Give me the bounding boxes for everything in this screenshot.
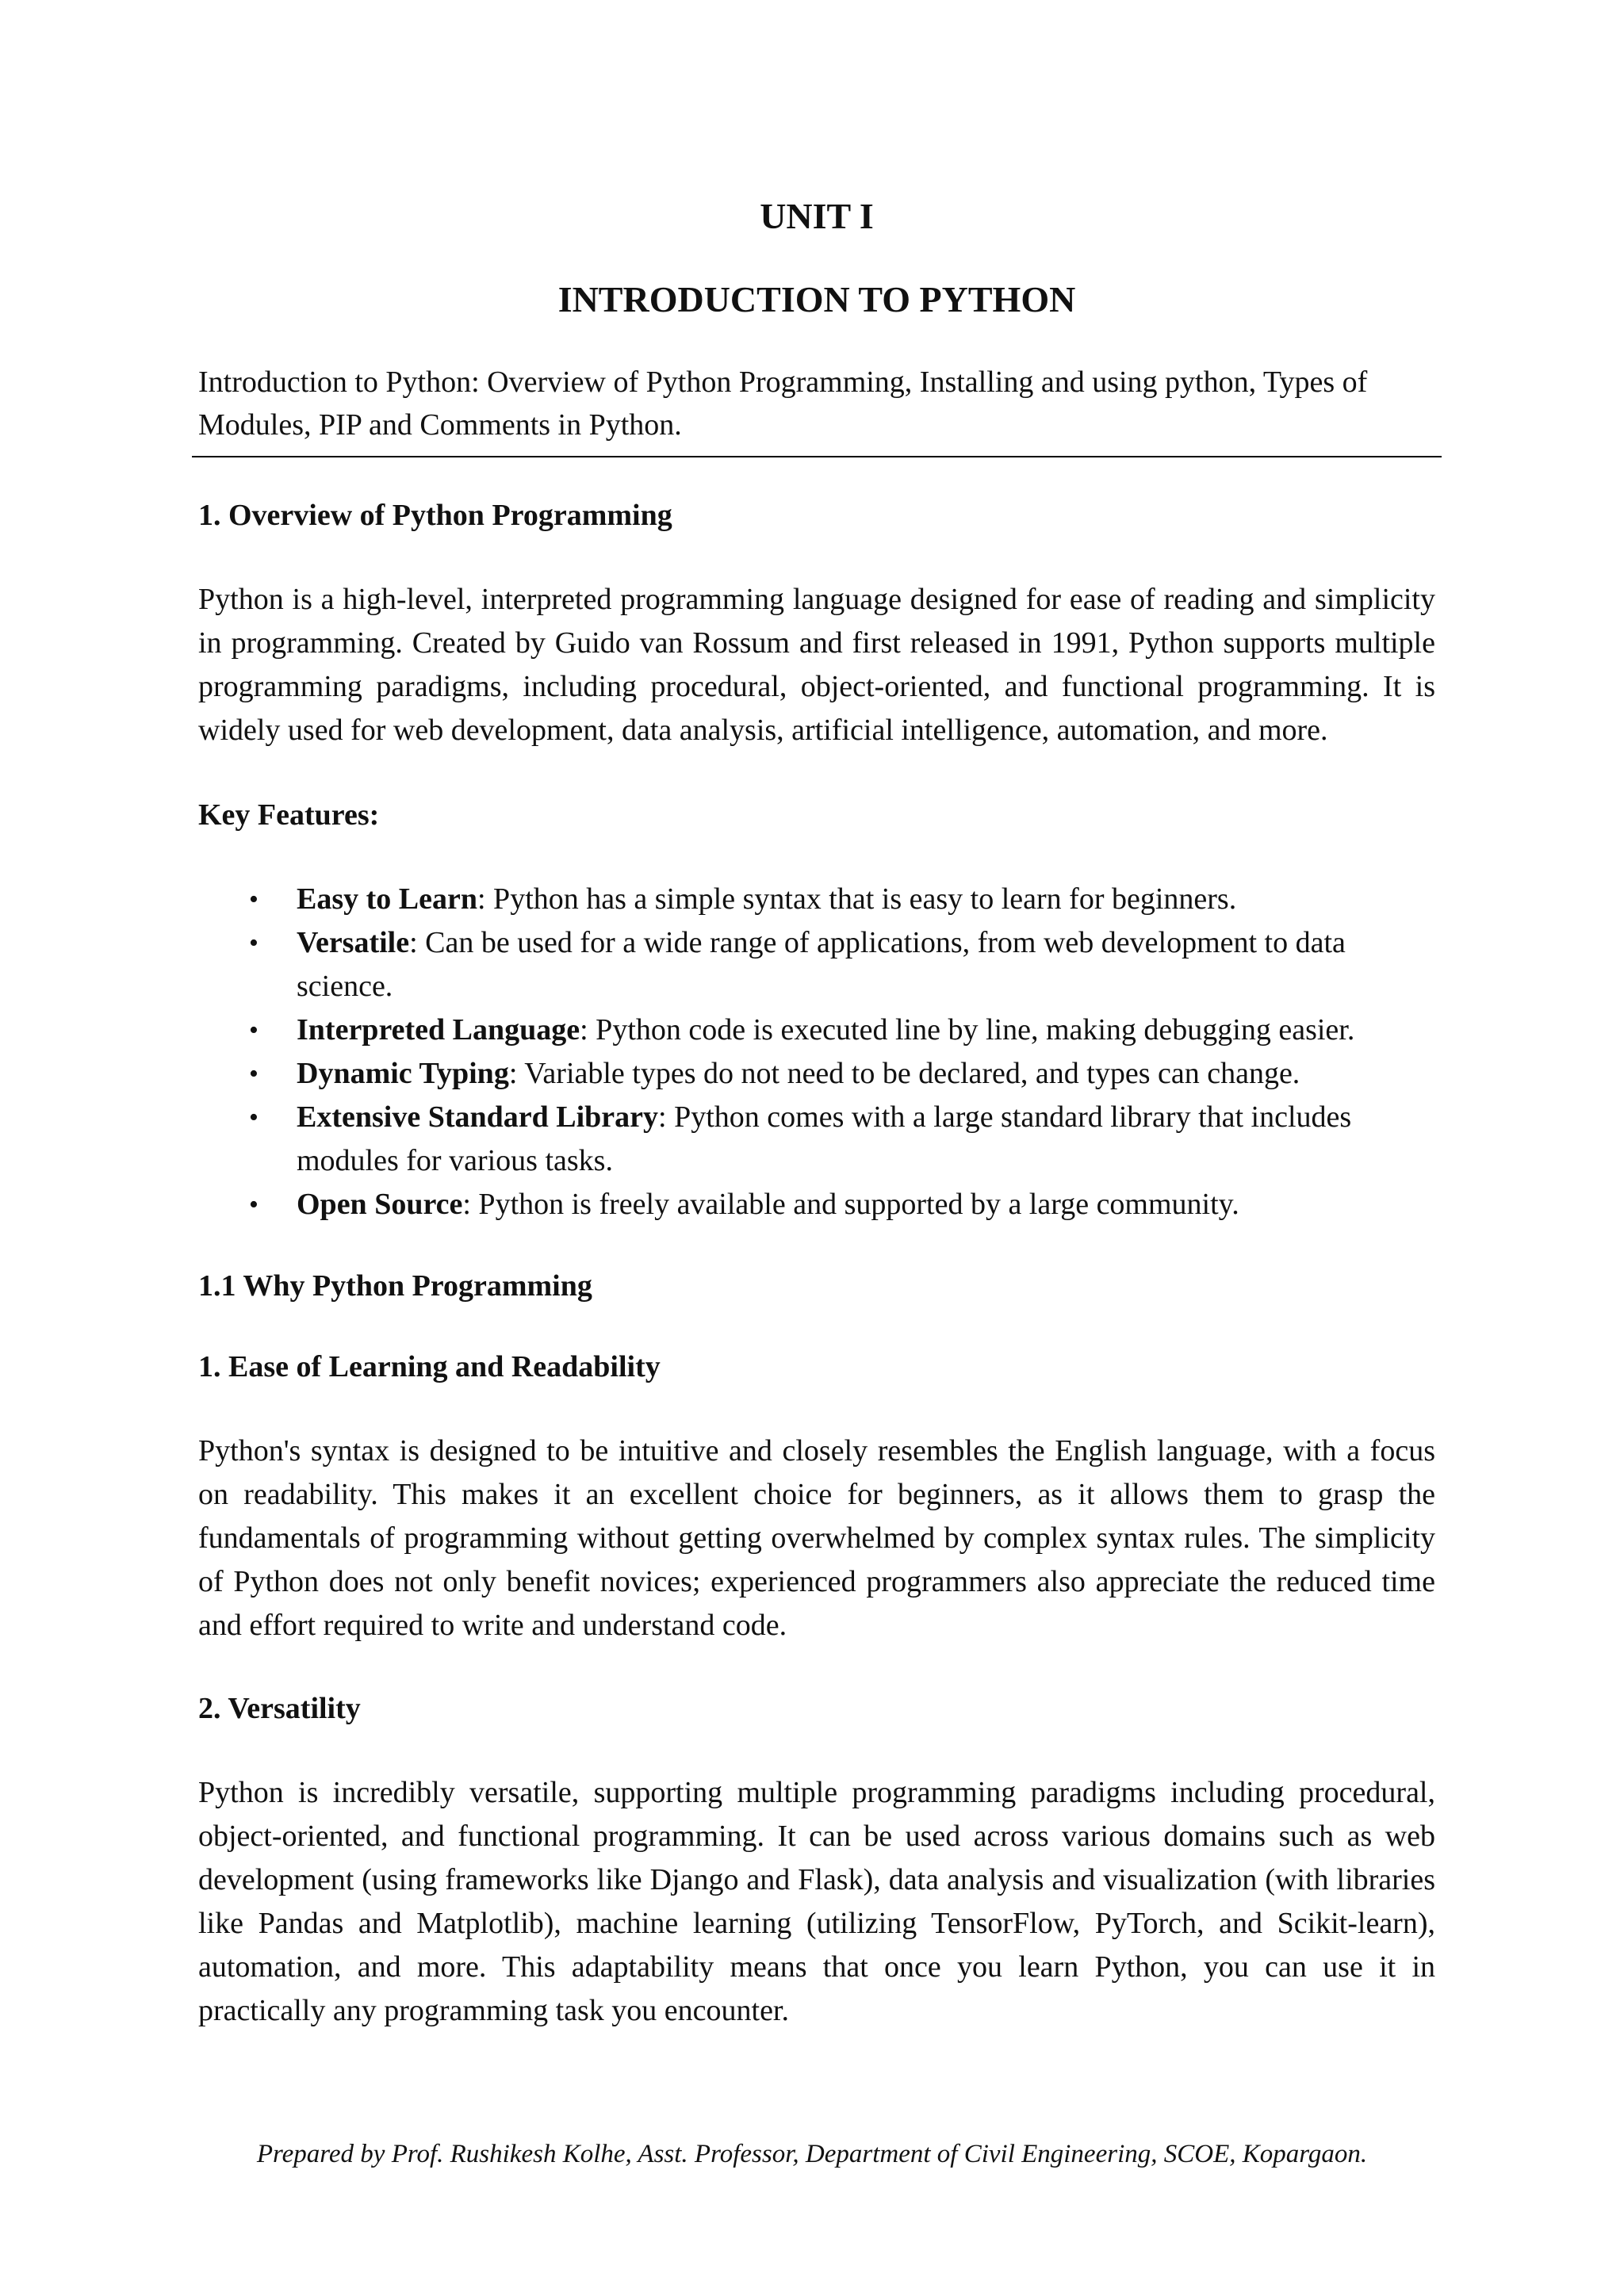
feature-text: : Can be used for a wide range of applications, from web development to data science. bbox=[297, 926, 1346, 1004]
bullet-icon: • bbox=[249, 928, 259, 959]
feature-text: : Python is freely available and supported by a large community. bbox=[462, 1188, 1239, 1222]
feature-name: Open Source bbox=[297, 1188, 463, 1222]
ease-paragraph: Python's syntax is designed to be intuitive and closely resembles the English language, with a focus on readability. This makes it an excellent choice for beginners, as it allows them to grasp the fundamentals of programming without getting overwhelmed by complex syntax rules. The simplicity of Python does not only benefit novices; experienced programmers also appreciate the reduced time and effort required to write and understand code. bbox=[198, 1434, 1435, 1643]
feature-text: : Python code is executed line by line, making debugging easier. bbox=[580, 1013, 1355, 1047]
page-footer: Prepared by Prof. Rushikesh Kolhe, Asst. Professor, Department of Civil Engineering, SCOE, Kopargaon. bbox=[256, 2140, 1368, 2168]
section-heading-why-python: 1.1 Why Python Programming bbox=[198, 1269, 592, 1303]
bullet-icon: • bbox=[249, 1016, 259, 1046]
header-divider bbox=[192, 456, 1442, 457]
main-title: INTRODUCTION TO PYTHON bbox=[557, 279, 1076, 320]
bullet-icon: • bbox=[249, 1059, 259, 1089]
list-item bbox=[198, 878, 1435, 921]
bullet-icon: • bbox=[249, 885, 259, 915]
feature-name: Interpreted Language bbox=[297, 1013, 580, 1047]
section-heading-versatility: 2. Versatility bbox=[198, 1692, 361, 1726]
feature-name: Versatile bbox=[297, 926, 410, 960]
intro-summary: Introduction to Python: Overview of Python Programming, Installing and using python, Types of Modules, PIP and Comments in Python. bbox=[198, 365, 1368, 442]
list-item bbox=[198, 1096, 1435, 1183]
bullet-icon: • bbox=[249, 1190, 259, 1220]
feature-name: Dynamic Typing bbox=[297, 1057, 509, 1091]
section-heading-overview: 1. Overview of Python Programming bbox=[198, 499, 672, 533]
page-content bbox=[198, 194, 1435, 2033]
key-features-heading: Key Features: bbox=[198, 798, 380, 832]
bullet-icon: • bbox=[249, 1103, 259, 1133]
feature-text: : Python comes with a large standard library that includes modules for various tasks. bbox=[297, 1100, 1352, 1178]
section-heading-ease: 1. Ease of Learning and Readability bbox=[198, 1350, 661, 1384]
versatility-paragraph: Python is incredibly versatile, supporting multiple programming paradigms including procedural, object-oriented, and functional programming. It can be used across various domains such as web development (using frameworks like Django and Flask), data analysis and visualization (with libraries like Pandas and Matplotlib), machine learning (utilizing TensorFlow, PyTorch, and Scikit-learn), automation, and more. This adaptability means that once you learn Python, you can use it in practically any programming task you encounter. bbox=[198, 1776, 1435, 2028]
key-features-list bbox=[198, 878, 1435, 1226]
list-item bbox=[198, 1008, 1435, 1052]
list-item bbox=[198, 1052, 1435, 1096]
feature-text: : Python has a simple syntax that is easy to learn for beginners. bbox=[477, 882, 1237, 916]
feature-name: Easy to Learn bbox=[297, 882, 477, 916]
list-item bbox=[198, 1183, 1435, 1226]
overview-paragraph: Python is a high-level, interpreted programming language designed for ease of reading and simplicity in programming. Created by Guido van Rossum and first released in 1991, Python supports multiple programming paradigms, including procedural, object-oriented, and functional programming. It is widely used for web development, data analysis, artificial intelligence, automation, and more. bbox=[198, 583, 1435, 748]
list-item bbox=[198, 921, 1435, 1008]
feature-text: : Variable types do not need to be declared, and types can change. bbox=[508, 1057, 1300, 1091]
feature-name: Extensive Standard Library bbox=[297, 1100, 659, 1135]
unit-title: UNIT I bbox=[760, 196, 874, 236]
